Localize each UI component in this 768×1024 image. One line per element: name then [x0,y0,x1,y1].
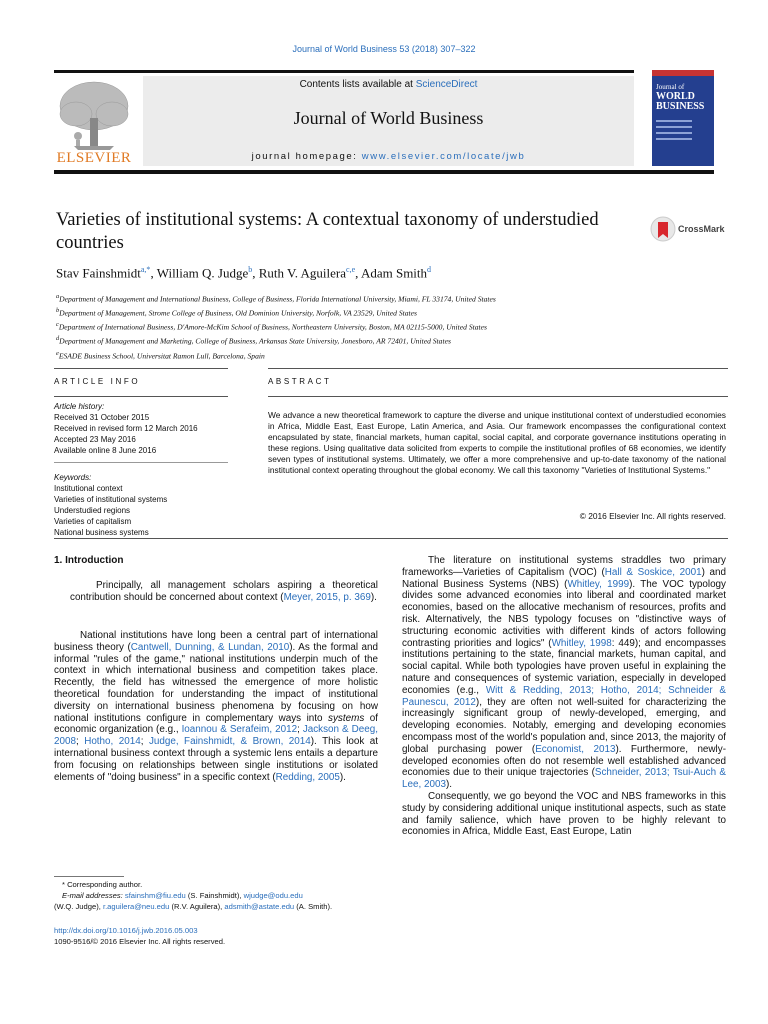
author-affil-mark[interactable]: c,e [346,265,356,274]
affiliation-text: Department of Management, Strome College of Business, Old Dominion University, Norfolk, VA 23529, United States [59,308,417,318]
article-history [54,402,228,457]
author-affil-mark[interactable]: b [248,265,253,274]
article-info-rule-mid [54,396,228,397]
article-info-heading: ARTICLE INFO [54,377,141,386]
affiliation [56,348,696,362]
author-list: Stav Fainshmidt$^{a,*}$, William Q. Judge$^b$, Ruth V. Aguilera$^{c,e}$, Adam Smith$^d$ [56,265,432,281]
citation-link[interactable]: Witt & Redding, 2013; Hotho, 2014; Schneider & Paunescu, 2012 [402,684,726,708]
journal-cover-thumbnail[interactable] [652,70,714,166]
citation-link[interactable]: Whitley, 1999 [567,578,630,590]
keywords [54,473,228,538]
body-text: ). As the formal and informal "rules of the game," national institutions underpin much of the context in which international business and competition takes place. Recently, the field has witnessed the emergence of more holistic theoretical foundation for understanding the impact of institutional diversity on international business phenomena by focusing on how national institutions configure in complementary ways into [54,641,379,724]
keyword: Varieties of capitalism [54,516,132,526]
affiliation-mark: a [56,293,60,300]
author-name[interactable]: Adam Smith [360,265,428,281]
cover-title-line: BUSINESS [656,101,705,112]
cover-title-line: Journal of [656,83,685,91]
intro-right-column [402,555,726,838]
crossmark-icon [650,216,676,244]
contents-line [143,79,634,90]
abstract-rule-top [268,368,728,369]
epigraph-text: ). [370,591,377,603]
citation-link[interactable]: Economist, 2013 [535,743,616,755]
email-link[interactable]: adsmith@astate.edu [224,901,295,911]
history-item: Accepted 23 May 2016 [54,434,136,444]
citation-link[interactable]: Judge, Fainshmidt, & Brown, 2014 [148,736,311,748]
corresponding-note: * Corresponding author. [62,880,143,889]
affiliation-mark: c [56,321,59,329]
email-note-cont [54,902,384,913]
email-owner: (A. Smith). [294,901,333,911]
body-text: ). This look at international business context through a systemic lens entails a departure from focusing on relationships between single institutions or isolated elements of "doing business" in a specific context ( [54,736,379,783]
citation-link[interactable]: Schneider, 2013; Tsui-Auch & Lee, 2003 [402,767,726,791]
keyword: Understudied regions [54,505,131,515]
cover-title-line: WORLD [656,91,695,102]
epigraph [70,580,378,604]
sciencedirect-link[interactable]: ScienceDirect [415,79,478,90]
corresponding-text: Corresponding author. [67,880,143,889]
email-label: E-mail addresses: [62,890,125,900]
body-text: ). [339,771,346,783]
footnote-rule [54,876,124,877]
keywords-divider [54,462,228,463]
history-item: Available online 8 June 2016 [54,445,157,455]
doi-link[interactable]: http://dx.doi.org/10.1016/j.jwb.2016.05.003 [54,926,198,935]
citation-link[interactable]: Redding, 2005 [275,771,340,783]
abstract-text: We advance a new theoretical framework to capture the diverse and unique institutional context of understudied economies in Africa, Middle East, East Europe, Latin America, and Asia. Our framework encompasses the configurational context encapsulated by state, financial markets, human capital, social capital, and corporate governance institutions operating in these regions. Using qualitative data solicited from experts to compile the institutional profiles of 68 economies, we identify seven types of institutional systems. Ultimately, we offer a more comprehensive and up-to-date taxonomy of the national institutional context operating throughout the global economy. We call this taxonomy "Varieties of Institutional Systems." [268,410,726,475]
affiliation-list [56,291,696,362]
affiliation-mark: b [56,307,60,315]
citation-link[interactable]: Meyer, 2015, p. 369 [283,591,371,603]
abstract-rule-mid [268,396,728,397]
author-name[interactable]: Ruth V. Aguilera [258,265,347,281]
abstract-copyright: © 2016 Elsevier Inc. All rights reserved. [579,511,726,521]
email-owner: (W.Q. Judge), [54,901,103,911]
keyword: Varieties of institutional systems [54,494,168,504]
body-text: ), they are often not well-suited for characterizing the increasingly significant group of newly-developed, emerging, and developing economies. Notably, emerging and developing economies encompass most of the world's population and, since 2013, the majority of global purchasing power ( [402,696,727,755]
cover-band [652,70,714,76]
email-owner: (S. Fainshmidt), [185,890,244,900]
homepage-prefix: journal homepage: [251,151,362,162]
affiliation-mark: d [56,335,60,343]
email-owner: (R.V. Aguilera), [169,901,225,911]
author-affil-mark[interactable]: d [427,265,432,274]
abstract-rule-bottom [54,538,728,539]
emphasis-text: systems [328,712,365,724]
author-name[interactable]: Stav Fainshmidt [56,265,141,281]
history-item: Received 31 October 2015 [54,412,150,422]
citation-link[interactable]: Ioannou & Serafeim, 2012 [181,724,298,736]
keywords-label: Keywords: [54,473,92,482]
author-name[interactable]: William Q. Judge [156,265,249,281]
epigraph-text: Principally, all management scholars aspiring a theoretical contribution should be concerned about context ( [70,580,378,603]
affiliation-text: Department of International Business, D'Amore-McKim School of Business, Northeastern University, Boston, MA 02115-5000, United States [58,322,487,332]
body-text: ). Furthermore, newly-developed economies often do not resemble well established advanced economies due to their unique trajectories ( [402,743,726,779]
affiliation [56,305,696,319]
body-text: National institutions have long been a central part of international business theory ( [54,630,378,653]
body-text: ; [297,724,303,736]
citation-link[interactable]: Cantwell, Dunning, & Lundan, 2010 [130,641,290,653]
publisher-name: ELSEVIER [56,150,132,166]
citation-link[interactable]: Jackson & Deeg, 2008 [54,724,378,748]
email-link[interactable]: wjudge@odu.edu [243,890,303,900]
citation-link[interactable]: Hall & Soskice, 2001 [604,566,702,578]
body-text: The literature on institutional systems straddles two primary frameworks—Varieties of Capitalism (VOC) ( [402,555,726,578]
affiliation [56,333,696,347]
affiliation-text: Department of Management and International Business, College of Business, Florida International University, Miami, FL 33174, United States [59,294,496,304]
contents-prefix: Contents lists available at [299,79,416,90]
affiliation [56,319,696,333]
abstract-heading: ABSTRACT [268,377,332,386]
email-link[interactable]: sfainshm@fiu.edu [124,890,186,900]
journal-citation[interactable]: Journal of World Business 53 (2018) 307–322 [292,44,476,54]
keyword: National business systems [54,527,149,537]
header-bottom-rule [54,170,714,174]
intro-paragraph-3: Consequently, we go beyond the VOC and NBS frameworks in this study by considering additional unique institutional aspects, such as state and family salience, which have proven to be highly relevant to economies in Africa, Middle East, East Europe, Latin [402,790,726,838]
body-text: of economic organization (e.g., [54,712,379,736]
doi-block [54,926,384,948]
affiliation-text: ESADE Business School, Universitat Ramon Lull, Barcelona, Spain [58,351,265,361]
affiliation-text: Department of Management and Marketing, College of Business, Arkansas State University, Jonesboro, AR 72401, United States [59,336,451,346]
intro-paragraph-1 [54,630,378,783]
crossmark-badge[interactable] [650,216,730,244]
affiliation-mark: e [56,349,59,357]
body-text: ; [140,736,149,748]
body-text: ; [75,736,85,748]
email-link[interactable]: r.aguilera@neu.edu [102,901,170,911]
keyword: Institutional context [54,483,123,493]
journal-title: Journal of World Business [293,108,484,128]
cover-decor [656,120,692,144]
body-text: ) and National Business Systems (NBS) ( [402,566,726,590]
article-title: Varieties of institutional systems: A contextual taxonomy of understudied countries [56,210,599,253]
intro-heading: 1. Introduction [54,555,124,566]
homepage-link[interactable]: www.elsevier.com/locate/jwb [361,151,526,162]
issn-text: 1090-9516/© 2016 Elsevier Inc. All rights reserved. [54,936,226,946]
journal-homepage [143,151,634,162]
body-text: ). [445,779,452,791]
history-label: Article history: [54,402,105,411]
body-text: : 449); and encompasses institutions pertaining to the state, financial markets, human capital, and social capital. While both typologies have proven useful in explaining the nature and consequences of systemic variation, especially in developed economies (e.g., [402,637,726,696]
body-text: ). The VOC typology divides some advanced economies into liberal and coordinated market economies, based on the allocative mechanism of resources, profits and risk. Alternatively, the NBS typology focuses on "distinctive ways of structuring economic activities with different kinds of actors following contrasting priorities and logics" ( [402,578,726,649]
footnotes [54,880,384,913]
citation-link[interactable]: Hotho, 2014 [84,736,141,748]
header-top-rule [54,70,634,73]
cover-title [656,82,712,112]
affiliation [56,291,696,305]
article-info-rule-top [54,368,228,369]
email-note [54,891,384,902]
crossmark-label: CrossMark [678,224,725,234]
citation-link[interactable]: Whitley, 1998 [551,637,612,649]
history-item: Received in revised form 12 March 2016 [54,423,198,433]
author-affil-mark[interactable]: a,* [140,265,151,274]
